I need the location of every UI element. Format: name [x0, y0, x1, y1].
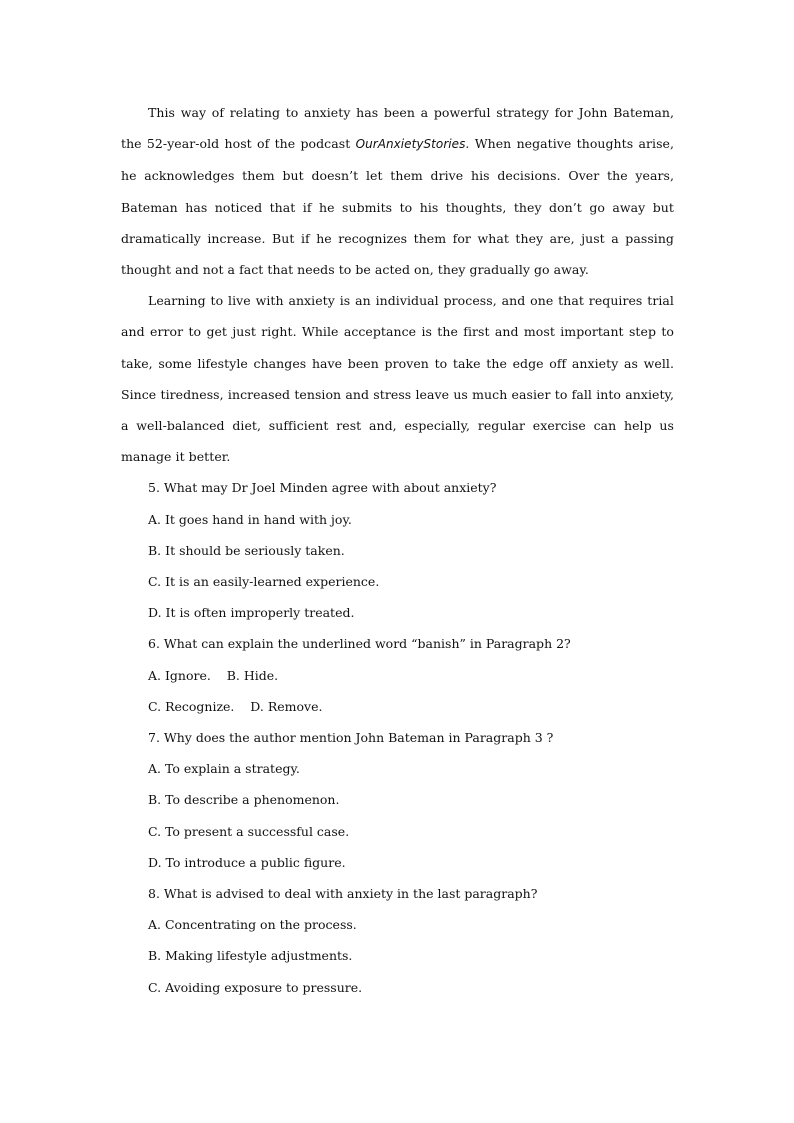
paragraph-lifestyle: Learning to live with anxiety is an individual process, and one that requires trial and error to get just right. While acceptance is the first and most important step to take, some lifestyle changes have been proven to take the edge off anxiety as well. Since tiredness, increased tension and stress leave us much easier to fall into anxiety, a well-balanced diet, sufficient rest and, especially, regular exercise can help us manage it better. [121, 293, 674, 465]
question-8 [121, 878, 674, 1003]
option-line: A. It goes hand in hand with joy. [148, 511, 352, 527]
option-line: B. Making lifestyle adjustments. [148, 948, 353, 964]
option-line: C. Avoiding exposure to pressure. [148, 979, 363, 995]
question-7 [121, 722, 674, 878]
option-line: D. To introduce a public figure. [148, 854, 346, 870]
paragraph-text: This way of relating to anxiety has been a powerful strategy for John Bateman, the 52-year-old host of the podcast [121, 105, 674, 152]
option-line: A. Ignore. B. Hide. [148, 667, 279, 683]
paragraph-text: . When negative thoughts arise, he acknowledges them but doesn’t let them drive his decisions. Over the years, Bateman has noticed that if he submits to his thoughts, they don’t go away but dramatically increase. But if he recognizes them for what they are, just a passing thought and not a fact that needs to be acted on, they gradually go away. [121, 136, 675, 278]
question-stem: 5. What may Dr Joel Minden agree with about anxiety? [148, 480, 497, 496]
option-line: A. To explain a strategy. [148, 761, 300, 777]
podcast-title: OurAnxietyStories [355, 137, 466, 152]
option-line: C. To present a successful case. [148, 823, 350, 839]
option-line: D. It is often improperly treated. [148, 605, 355, 621]
question-stem: 7. Why does the author mention John Bateman in Paragraph 3 ? [148, 730, 554, 746]
option-line: C. Recognize. D. Remove. [148, 698, 323, 714]
option-line: B. To describe a phenomenon. [148, 792, 340, 808]
option-line: C. It is an easily-learned experience. [148, 574, 380, 590]
question-5 [121, 472, 674, 628]
question-stem: 6. What can explain the underlined word “banish” in Paragraph 2? [148, 636, 571, 652]
question-stem: 8. What is advised to deal with anxiety in the last paragraph? [148, 886, 538, 902]
option-line: A. Concentrating on the process. [148, 917, 357, 933]
document-page [121, 97, 674, 1003]
question-6 [121, 628, 674, 722]
option-line: B. It should be seriously taken. [148, 542, 345, 558]
paragraph-bateman [121, 97, 674, 285]
